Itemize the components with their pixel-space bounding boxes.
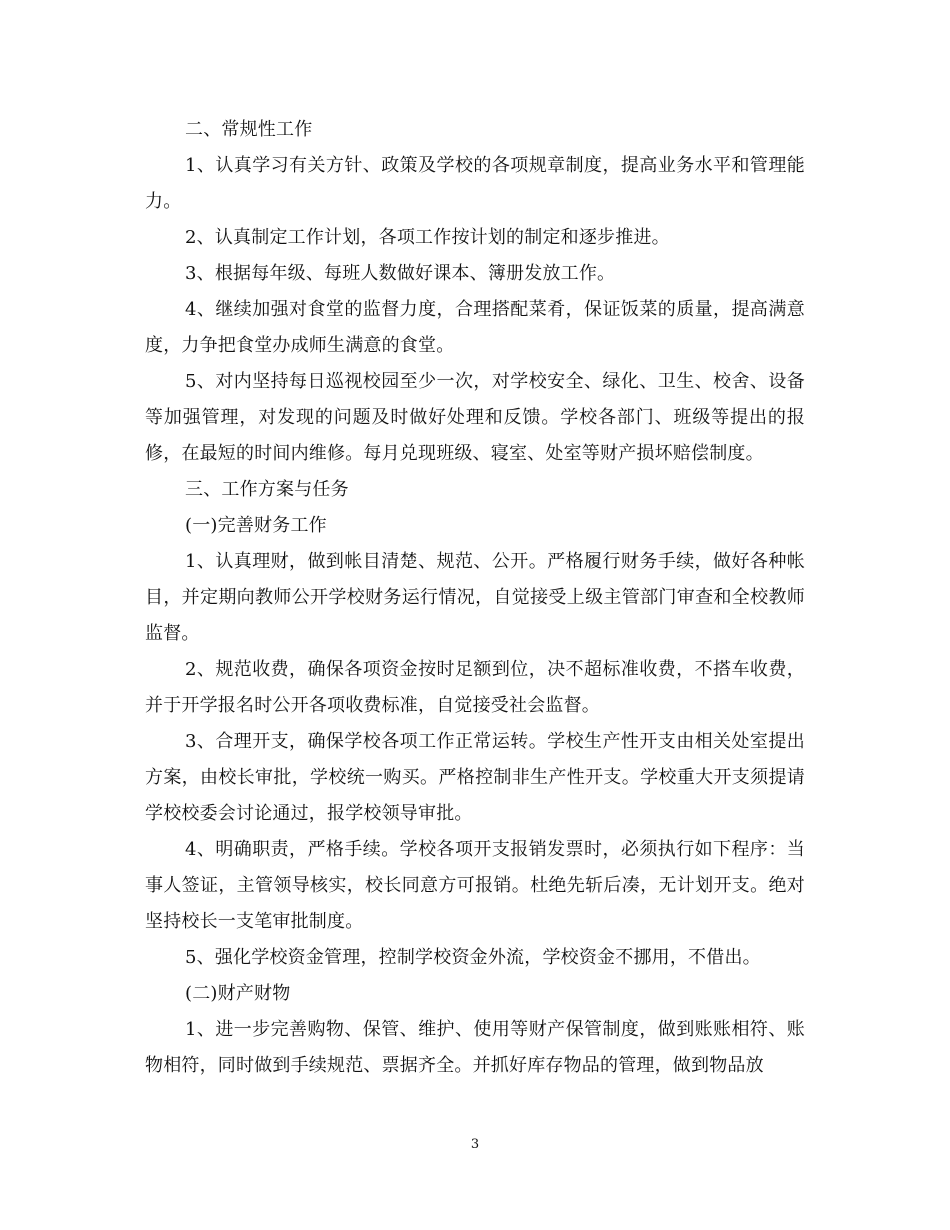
- paragraph: 2、规范收费，确保各项资金按时足额到位，决不超标准收费，不搭车收费，并于开学报名时公开各项收费标准，自觉接受社会监督。: [145, 659, 805, 716]
- paragraph: 5、强化学校资金管理，控制学校资金外流，学校资金不挪用，不借出。: [185, 947, 761, 968]
- subsection-heading-property: (二)财产财物: [185, 983, 291, 1004]
- section-heading-routine-work: 二、常规性工作: [185, 119, 313, 140]
- paragraph: 1、认真学习有关方针、政策及学校的各项规章制度，提高业务水平和管理能力。: [145, 155, 805, 212]
- paragraph: 4、明确职责，严格手续。学校各项开支报销发票时，必须执行如下程序：当事人签证，主管领导核实，校长同意方可报销。杜绝先斩后凑，无计划开支。绝对坚持校长一支笔审批制度。: [145, 839, 805, 932]
- document-body: [145, 112, 805, 1084]
- paragraph: 2、认真制定工作计划，各项工作按计划的制定和逐步推进。: [185, 227, 670, 248]
- subsection-heading-finance: (一)完善财务工作: [185, 515, 327, 536]
- paragraph: 3、根据每年级、每班人数做好课本、簿册发放工作。: [185, 263, 616, 284]
- paragraph: 4、继续加强对食堂的监督力度，合理搭配菜肴，保证饭菜的质量，提高满意度，力争把食堂办成师生满意的食堂。: [145, 299, 805, 356]
- page-number: 3: [470, 1137, 480, 1152]
- paragraph: 1、认真理财，做到帐目清楚、规范、公开。严格履行财务手续，做好各种帐目，并定期向教师公开学校财务运行情况，自觉接受上级主管部门审查和全校教师监督。: [145, 551, 805, 644]
- section-heading-plan-and-tasks: 三、工作方案与任务: [185, 479, 349, 500]
- paragraph: 5、对内坚持每日巡视校园至少一次，对学校安全、绿化、卫生、校舍、设备等加强管理，对发现的问题及时做好处理和反馈。学校各部门、班级等提出的报修，在最短的时间内维修。每月兑现班级、寝室、处室等财产损坏赔偿制度。: [145, 371, 805, 464]
- paragraph: 3、合理开支，确保学校各项工作正常运转。学校生产性开支由相关处室提出方案，由校长审批，学校统一购买。严格控制非生产性开支。学校重大开支须提请学校校委会讨论通过，报学校领导审批。: [145, 731, 805, 824]
- paragraph: 1、进一步完善购物、保管、维护、使用等财产保管制度，做到账账相符、账物相符，同时做到手续规范、票据齐全。并抓好库存物品的管理，做到物品放: [145, 1019, 805, 1076]
